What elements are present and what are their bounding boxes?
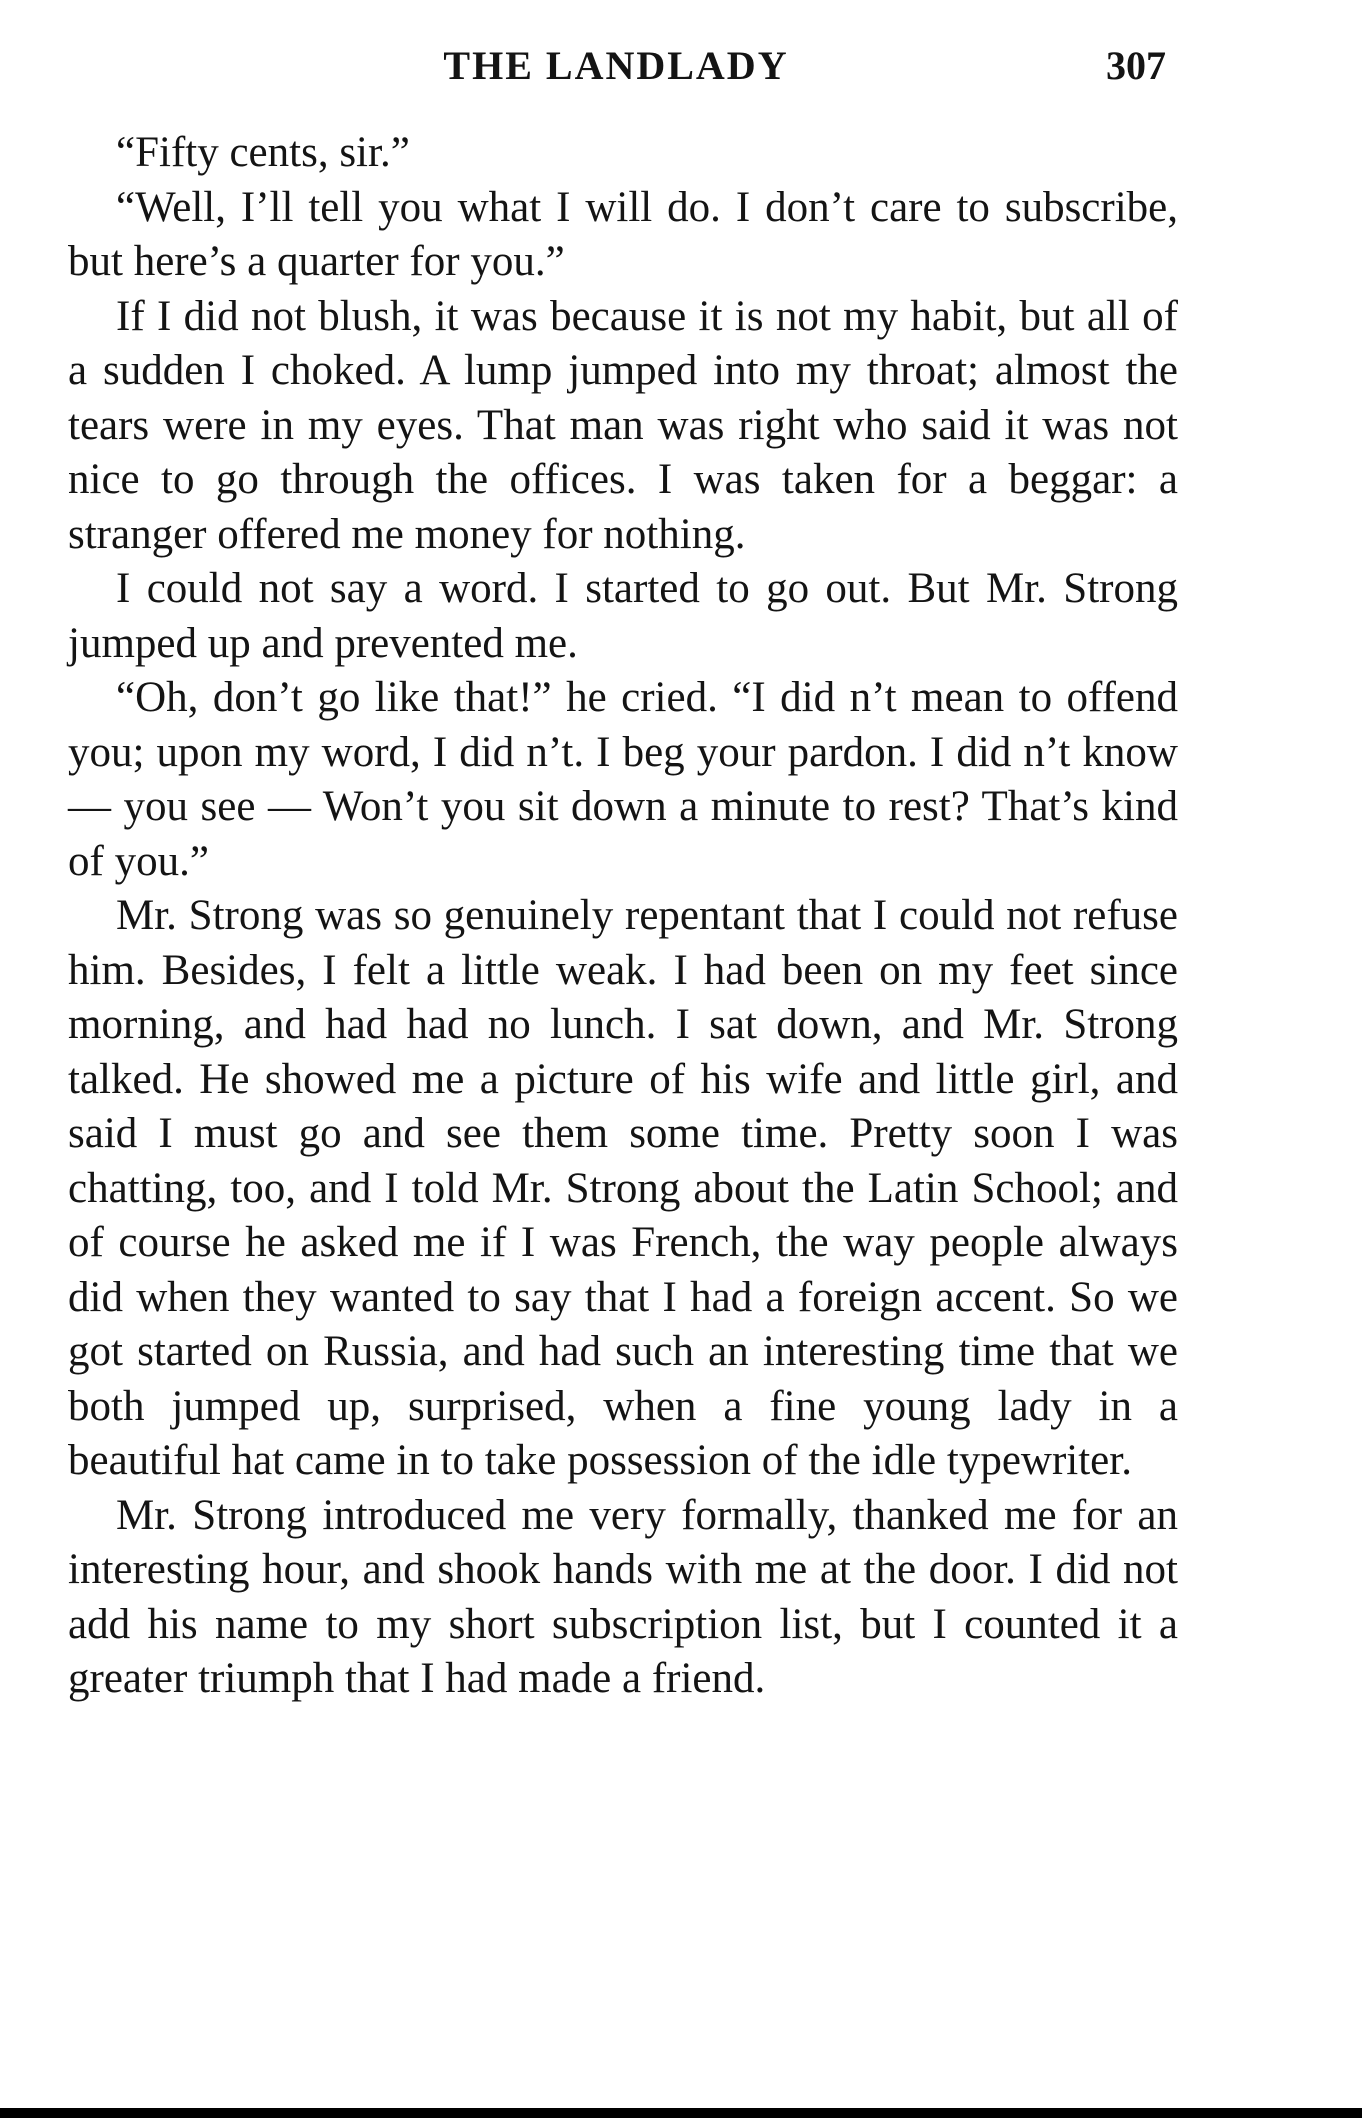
running-title: THE LANDLADY — [443, 43, 789, 88]
paragraph: “Well, I’ll tell you what I will do. I don’t care to subscribe, but here’s a quarter for you.” — [68, 183, 1178, 285]
page-number: 307 — [1106, 43, 1166, 88]
paragraph: I could not say a word. I started to go out. But Mr. Strong jumped up and prevented me. — [68, 565, 1178, 667]
paragraph: Mr. Strong was so genuinely repentant that I could not refuse him. Besides, I felt a little weak. I had been on my feet since morning, and had had no lunch. I sat down, and Mr. Strong talked. He showed me a picture of his wife and little girl, and said I must go and see them some time. Pretty soon I was chatting, too, and I told Mr. Strong about the Latin School; and of course he asked me if I was French, the way people always did when they wanted to say that I had a foreign accent. So we got started on Russia, and had such an interesting time that we both jumped up, surprised, when a fine young lady in a beautiful hat came in to take possession of the idle typewriter. — [68, 892, 1178, 1484]
paragraph: Mr. Strong introduced me very formally, thanked me for an interesting hour, and shook hands with me at the door. I did not add his name to my short subscription list, but I counted it a greater triumph that I had made a friend. — [68, 1491, 1178, 1702]
body-text — [68, 126, 1178, 1707]
bottom-border — [0, 2108, 1362, 2118]
paragraph: If I did not blush, it was because it is not my habit, but all of a sudden I choked. A lump jumped into my throat; almost the tears were in my eyes. That man was right who said it was not nice to go through the offices. I was taken for a beggar: a stranger offered me money for nothing. — [68, 292, 1178, 558]
paragraph: “Oh, don’t go like that!” he cried. “I did n’t mean to offend you; upon my word, I did n’t. I beg your pardon. I did n’t know — you see — Won’t you sit down a minute to rest? That’s kind of you.” — [68, 674, 1178, 885]
running-head — [66, 42, 1166, 94]
paragraph: “Fifty cents, sir.” — [116, 129, 410, 176]
